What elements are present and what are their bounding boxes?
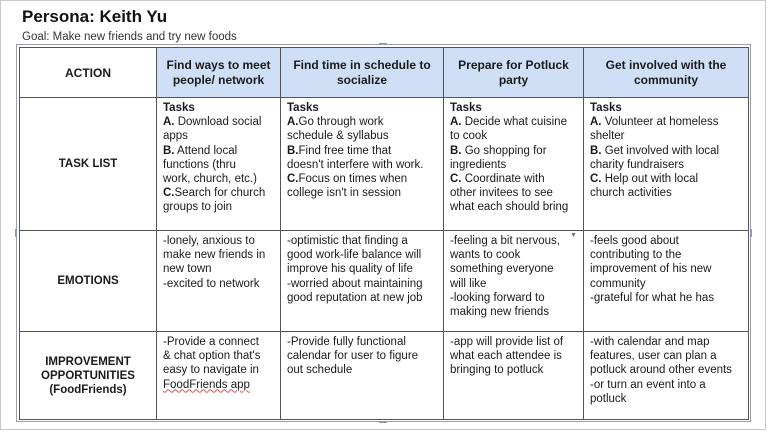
improvement-row — [20, 332, 749, 420]
task-line: college isn't in session — [287, 187, 402, 200]
improvement-line: easy to navigate in — [163, 364, 259, 377]
resize-handle-bottom[interactable] — [379, 421, 387, 423]
improvement-line: -or turn an event into a — [590, 378, 706, 391]
resize-handle-right[interactable] — [750, 229, 752, 237]
cell-menu-chevron-icon[interactable]: ▼ — [570, 232, 577, 239]
task-list-row — [20, 98, 749, 231]
task-line: apps — [163, 130, 188, 143]
improvement-cell-schedule[interactable] — [281, 332, 444, 420]
emotion-line: good work-life balance will — [287, 249, 422, 262]
task-line: other invitees to see — [450, 187, 553, 200]
emotion-line: will like — [450, 277, 487, 290]
task-cell-meet-people[interactable] — [157, 98, 281, 231]
emotion-line: new town — [163, 263, 212, 276]
task-line: C.Search for church — [163, 187, 266, 200]
column-header-line: socialize — [336, 73, 388, 87]
column-header-meet-people[interactable] — [157, 48, 281, 98]
improvement-label-line: (FoodFriends) — [49, 384, 127, 397]
column-header-schedule[interactable] — [281, 48, 444, 98]
task-line: B. Attend local — [163, 144, 238, 157]
improvement-cell-potluck[interactable] — [444, 332, 584, 420]
column-header-line: Find ways to meet — [166, 58, 271, 72]
task-cell-schedule[interactable] — [281, 98, 444, 231]
action-label: ACTION — [65, 65, 111, 80]
task-line: groups to join — [163, 201, 233, 214]
improvement-line: -with calendar and map — [590, 336, 710, 348]
tasks-heading: Tasks — [590, 102, 622, 114]
improvement-cell-meet-people[interactable] — [157, 332, 281, 420]
emotions-cell-community[interactable] — [584, 231, 749, 332]
task-cell-community[interactable] — [584, 98, 749, 231]
task-line: C.Focus on times when — [287, 173, 408, 186]
emotion-line: community — [590, 277, 646, 290]
task-line: to cook — [450, 130, 488, 143]
emotions-cell-schedule[interactable] — [281, 231, 444, 332]
task-line: functions (thru — [163, 158, 236, 171]
persona-journey-table[interactable] — [19, 47, 749, 420]
task-line: doesn't interfere with work. — [287, 158, 424, 171]
column-header-community[interactable] — [584, 48, 749, 98]
emotion-line: -lonely, anxious to — [163, 235, 255, 247]
emotion-line: -worried about maintaining — [287, 277, 423, 290]
task-line: schedule & syllabus — [287, 130, 389, 143]
emotion-line: contributing to the — [590, 249, 682, 262]
task-line: A. Download social — [163, 116, 262, 129]
emotion-line: making new friends — [450, 306, 550, 319]
emotion-line: improvement of his new — [590, 263, 712, 276]
task-line: work, church, etc.) — [163, 173, 257, 186]
improvement-line: potluck around other events — [590, 364, 732, 377]
task-line: C. Coordinate with — [450, 173, 545, 186]
task-line: A.Go through work — [287, 116, 384, 129]
column-header-potluck[interactable] — [444, 48, 584, 98]
persona-title: Persona: Keith Yu — [22, 7, 168, 26]
task-line: what each should bring — [450, 201, 569, 214]
resize-handle-top[interactable] — [379, 43, 387, 45]
emotion-line: something everyone — [450, 263, 554, 276]
header-row — [20, 48, 749, 98]
emotions-row — [20, 231, 749, 332]
tasks-heading: Tasks — [450, 102, 482, 114]
task-line: B.Find free time that — [287, 144, 392, 157]
column-header-line: Get involved with the — [605, 58, 727, 72]
emotion-line: -looking forward to — [450, 291, 545, 304]
resize-handle-left[interactable] — [15, 229, 17, 237]
emotion-line: -optimistic that finding a — [287, 235, 408, 247]
improvement-line: & chat option that's — [163, 350, 261, 363]
improvement-line-spellcheck: FoodFriends app — [163, 378, 250, 391]
emotion-line: good reputation at new job — [287, 291, 423, 304]
task-line: B. Get involved with local — [590, 144, 720, 157]
emotions-cell-meet-people[interactable] — [157, 231, 281, 332]
improvement-line: -Provide a connect — [163, 336, 259, 348]
task-line: charity fundraisers — [590, 158, 684, 171]
improvement-line: potluck — [590, 392, 627, 405]
task-line: B. Go shopping for — [450, 144, 547, 157]
emotion-line: improve his quality of life — [287, 263, 413, 276]
task-line: shelter — [590, 130, 625, 143]
emotions-cell-potluck[interactable] — [444, 231, 584, 332]
improvement-label-line: IMPROVEMENT — [45, 355, 131, 368]
improvement-label-line: OPPORTUNITIES — [41, 369, 135, 382]
improvement-line: calendar for user to figure — [287, 350, 419, 363]
improvement-label-cell[interactable] — [20, 332, 157, 420]
emotions-label: EMOTIONS — [57, 275, 119, 288]
improvement-line: -Provide fully functional — [287, 336, 406, 348]
emotion-line: wants to cook — [450, 249, 521, 262]
emotion-line: -excited to network — [163, 277, 260, 290]
improvement-line: bringing to potluck — [450, 364, 544, 377]
persona-goal: Goal: Make new friends and try new foods — [22, 31, 237, 43]
task-line: ingredients — [450, 158, 507, 171]
improvement-line: out schedule — [287, 364, 353, 377]
task-line: church activities — [590, 187, 672, 200]
task-line: A. Volunteer at homeless — [590, 116, 719, 129]
emotion-line: -feeling a bit nervous, — [450, 235, 560, 247]
improvement-line: features, user can plan a — [590, 350, 717, 363]
task-list-label-cell[interactable] — [20, 98, 157, 231]
column-header-line: party — [498, 73, 529, 87]
tasks-heading: Tasks — [287, 102, 319, 114]
action-header-cell[interactable] — [20, 48, 157, 98]
column-header-line: Find time in schedule to — [293, 58, 431, 72]
column-header-line: people/ network — [172, 73, 265, 87]
improvement-line: -app will provide list of — [450, 336, 564, 348]
task-line: C. Help out with local — [590, 173, 699, 186]
task-cell-potluck[interactable] — [444, 98, 584, 231]
emotion-line: -feels good about — [590, 235, 679, 247]
improvement-line: what each attendee is — [450, 350, 562, 363]
column-header-line: community — [633, 73, 698, 87]
task-list-label: TASK LIST — [58, 158, 118, 171]
task-line: A. Decide what cuisine — [450, 116, 567, 129]
emotion-line: make new friends in — [163, 249, 266, 262]
improvement-cell-community[interactable] — [584, 332, 749, 420]
column-header-line: Prepare for Potluck — [458, 58, 569, 72]
emotion-line: -grateful for what he has — [590, 291, 715, 304]
emotions-label-cell[interactable] — [20, 231, 157, 332]
tasks-heading: Tasks — [163, 102, 195, 114]
